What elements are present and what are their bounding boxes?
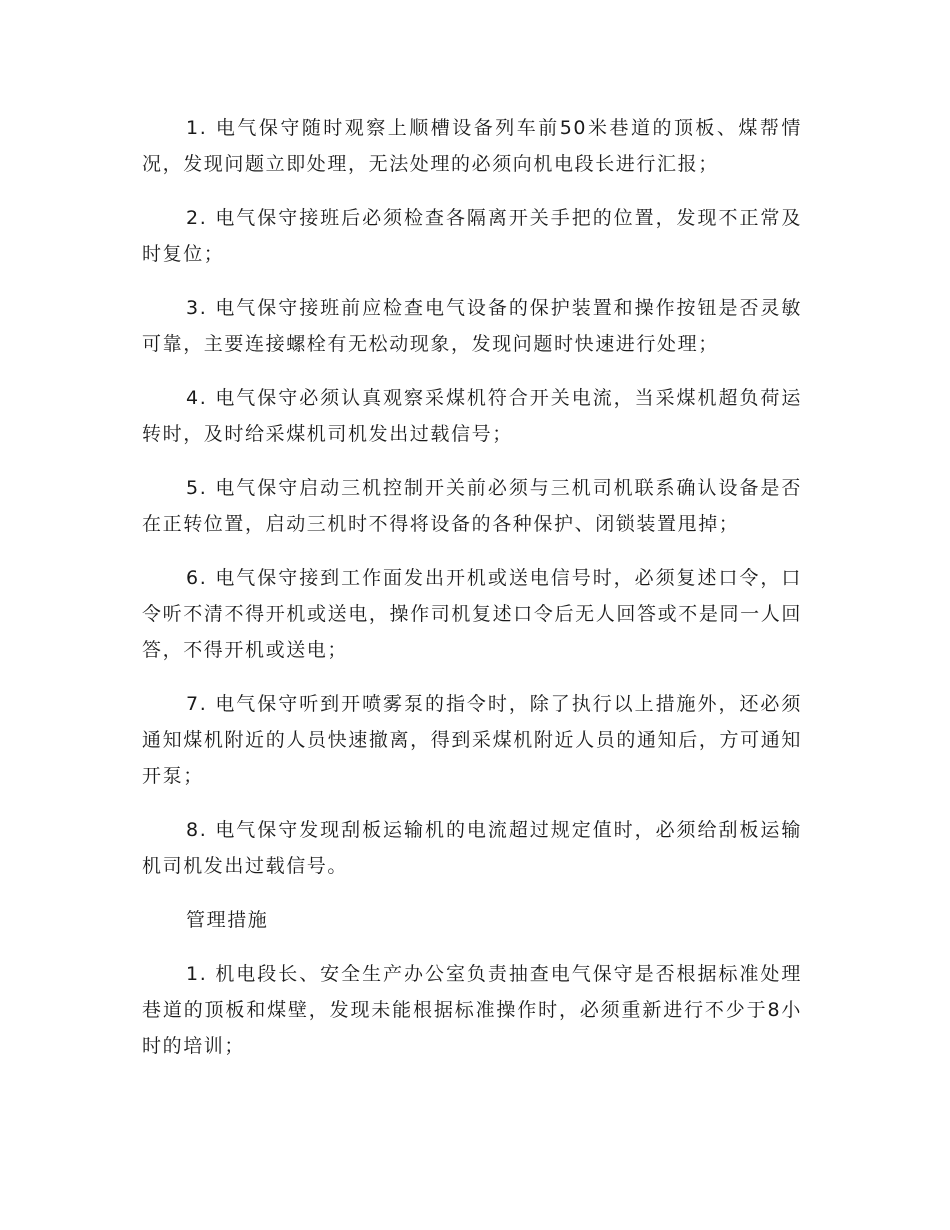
paragraph-6: 6. 电气保守接到工作面发出开机或送电信号时，必须复述口令，口令听不清不得开机或送电，操作司机复述口令后无人回答或不是同一人回答，不得开机或送电； bbox=[142, 567, 802, 661]
paragraph-2: 2. 电气保守接班后必须检查各隔离开关手把的位置，发现不正常及时复位； bbox=[142, 207, 802, 265]
paragraph-5: 5. 电气保守启动三机控制开关前必须与三机司机联系确认设备是否在正转位置，启动三机时不得将设备的各种保护、闭锁装置甩掉； bbox=[142, 477, 802, 535]
paragraph-8: 8. 电气保守发现刮板运输机的电流超过规定值时，必须给刮板运输机司机发出过载信号。 bbox=[142, 819, 802, 877]
section-heading: 管理措施 bbox=[186, 909, 269, 931]
paragraph-7: 7. 电气保守听到开喷雾泵的指令时，除了执行以上措施外，还必须通知煤机附近的人员快速撤离，得到采煤机附近人员的通知后，方可通知开泵； bbox=[142, 693, 802, 787]
document-body bbox=[142, 110, 802, 1082]
paragraph-3: 3. 电气保守接班前应检查电气设备的保护装置和操作按钮是否灵敏可靠，主要连接螺栓有无松动现象，发现问题时快速进行处理； bbox=[142, 297, 802, 355]
management-paragraph-1: 1. 机电段长、安全生产办公室负责抽查电气保守是否根据标准处理巷道的顶板和煤壁，发现未能根据标准操作时，必须重新进行不少于8小时的培训； bbox=[142, 963, 802, 1057]
paragraph-1: 1. 电气保守随时观察上顺槽设备列车前50米巷道的顶板、煤帮情况，发现问题立即处理，无法处理的必须向机电段长进行汇报； bbox=[142, 117, 802, 175]
paragraph-4: 4. 电气保守必须认真观察采煤机符合开关电流，当采煤机超负荷运转时，及时给采煤机司机发出过载信号； bbox=[142, 387, 802, 445]
